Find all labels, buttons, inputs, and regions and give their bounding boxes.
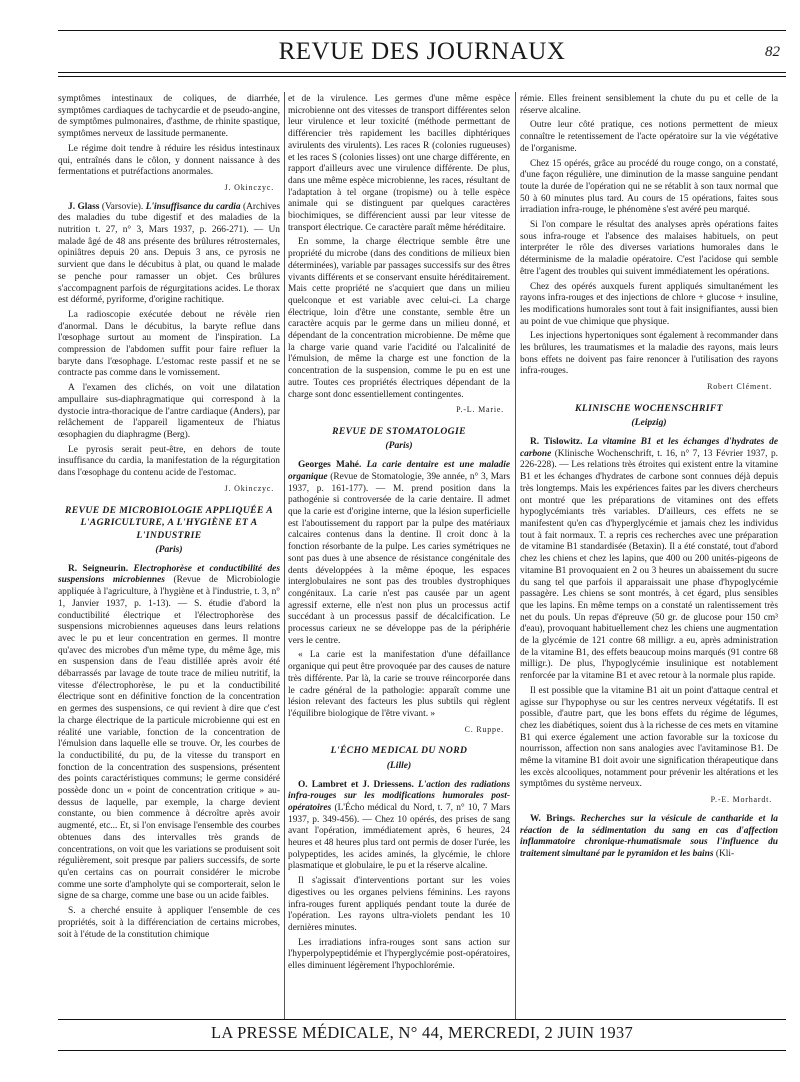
journal-section-title: REVUE DES JOURNAUX [278, 38, 566, 65]
paragraph: Chez 15 opérés, grâce au procédé du rouge congo, on a constaté, d'une façon régulière, une diminution de la masse sanguine pendant toute la durée de l'opération qui ne se rétablit à son taux normal que 50 à 60 minutes plus tard. Au cours de 15 opérations, faites sous irradiation infra-rouge, le phénomène s'est avéré peu marqué. [520, 158, 778, 216]
article-mahe [288, 460, 510, 647]
page-number: 82 [765, 44, 780, 60]
article-signature: C. Ruppe. [464, 724, 504, 734]
paragraph: S. a cherché ensuite à appliquer l'ensemble de ces propriétés, soit à la différenciation de certains microbes, soit à l'étude de la constitution chimique [58, 906, 280, 940]
footer-bottom-rule [58, 1050, 786, 1051]
header-top-rule [58, 30, 786, 31]
article-place: (Varsovie). [99, 201, 146, 212]
column-1 [58, 94, 280, 1020]
section-heading-echo-medical: L'ÉCHO MEDICAL DU NORD [330, 745, 468, 757]
article-signature: Robert Clément. [707, 382, 772, 392]
article-text: (Archives des maladies du tube digestif et des maladies de la nutrition t. 27, n° 3, Mars 1937, p. 266-271). — Un malade âgé de 48 ans présente des brûlures rétrosternales, opiniâtres depuis 20 ans. Depuis 3 ans, ce pyrosis ne survient que dans le décubitus à plat, ou quand le malade se penche pour ramasser un objet. Ces brûlures s'accompagnent parfois de régurgitations acides. Le thorax est déformé, pyriforme, d'origine rachitique. [58, 201, 280, 306]
section-city: (Lille) [386, 759, 412, 771]
paragraph: Les injections hypertoniques sont également à recommander dans les brûlures, les traumatismes et la maladie des rayons, mais leurs bons effets ne doivent pas faire renoncer à l'utilisation des rayons infra-rouges. [520, 331, 778, 377]
column-divider-1 [284, 92, 285, 1020]
article-title: La carie dentaire est une maladie organique [288, 460, 510, 482]
article-author: R. Tislowitz. [530, 437, 583, 448]
article-title: Electrophorèse et conductibilité des suspensions microbiennes [58, 563, 280, 586]
section-city: (Leipzig) [631, 417, 667, 429]
article-text: (Revue de Stomatologie, 39e année, n° 3, Mars 1937, p. 161-177). — M. prend position dans la pathogénie si controversée de la carie dentaire. Il admet que la carie est d'origine interne, que la lésion superficielle est l'aboutissement du rapport par la pulpe des matériaux calcaires contenus dans la dentine. Il croit donc à la fonction résorbante de la pulpe. Les caries symétriques ne sont pas dues à une absence de résistance congénitale des dents développées à la même époque, les espaces interglobulaires ne sont pas des troubles dystrophiques congénitaux. La carie n'est pas causée par un agent agressif externe, elle n'est non plus un processus actif succédant à un processus passif de décalcification. Le processus carieux ne se développe pas de la périphérie vers le centre. [288, 471, 510, 646]
section-heading-stomatologie: REVUE DE STOMATOLOGIE [332, 425, 466, 437]
page-footer: LA PRESSE MÉDICALE, N° 44, MERCREDI, 2 JUIN 1937 [210, 1023, 634, 1042]
paragraph: Le régime doit tendre à réduire les résidus intestinaux qui, entraînés dans le côlon, y donnent naissance à des fermentations et putréfactions anormales. [58, 143, 280, 178]
article-title: L'insuffisance du cardia [145, 201, 241, 212]
column-2 [288, 94, 510, 1020]
article-glass [58, 202, 280, 307]
article-brings [520, 814, 778, 861]
article-tislowitz [520, 437, 778, 683]
article-signature: J. Okinczyc. [224, 483, 274, 493]
article-author: J. Glass [68, 201, 100, 212]
article-text: (Revue de Microbiologie appliquée à l'agriculture, à l'hygiène et à l'industrie, t. 3, n° 1, Janvier 1937, p. 1-13). — S. étudie d'abord la conductibilité électrique et l'électrophorèse des suspensions microbiennes aqueuses dans leurs relations avec le pu et leur concentration en germes. Il montre qu'avec des microbes d'un même type, du même âge, mis en suspension dans de l'eau distillée après avoir été débarrassés par lavage de toute trace de milieu nutritif, la vitesse d'électrophorèse, le pu et la conductibilité électrique sont en définitive fonction de la concentration en germes des suspensions, ce qui revient à dire que c'est la charge électrique de la particule microbienne qui est en réalité une variable, fonction de la concentration de l'émulsion dans laquelle elle se trouve. Or, les courbes de la conductibilité, du pu, de la vitesse du transport en fonction de la concentration des suspensions, présentent des points caractéristiques communs; le germe considéré possède donc un « point de concentration critique » au-dessus de laquelle, par exemple, la charge devient constante, ou bien commence à décroître après avoir augmenté, etc... Et, si l'on envisage l'ensemble des courbes obtenues dans des intervalles très grands de concentrations, on voit que les variations se produisent soit régulièrement, soit presque par paliers successifs, de sorte qu'en certains cas on pourrait considérer le microbe comme une sorte d'ampholyte qui se comporterait, selon le signe de sa charge, comme une base ou un acide faibles. [58, 575, 280, 902]
page-header [58, 36, 786, 70]
paragraph: La radioscopie exécutée debout ne révèle rien d'anormal. Dans le décubitus, la baryte reflue dans l'œsophage surtout au moment de l'inspiration. La compression de l'abdomen suffit pour faire refluer la baryte dans l'œsophage. L'estomac reste passif et ne se contracte pas comme dans le vomissement. [58, 309, 280, 379]
article-text: (Klinische Wochenschrift, t. 16, n° 7, 13 Février 1937, p. 226-228). — Les relations très étroites qui existent entre la vitamine B1 et les échanges d'hydrates de carbone sont connues déjà depuis très longtemps. Mais les expériences faites par les divers chercheurs ont montré que les préparations de vitamines ont des effets hypoglycémiants très variables. D'ailleurs, ces effets ne se manifestent qu'en cas d'hyperglycémie et jamais chez les individus tout à fait normaux. T. a repris ces recherches avec une préparation de vitamine B1 standardisée (Betaxin). Il a été constaté, tout d'abord chez les chiens et chez les lapins, que 400 ou 200 unités-pigeons de vitamine B1 provoquaient en 2 ou 3 heures un abaissement du sucre du sang tel que parfois il apparaissait une phase d'hypoglycémie passagère. Les chiens se sont montrés, à cet égard, plus sensibles que les lapins. En même temps on a constaté un ralentissement très net du pouls. Un repas d'épreuve (50 gr. de glucose pour 150 cm³ d'eau), provoquant habituellement chez les chiens une augmentation de la glycémie de 121 contre 68 milligr. a eu, après administration de la vitamine B1, des effets beaucoup moins marqués (91 contre 68 milligr.). De plus, l'hypoglycémie insulinique est notablement renforcée par la vitamine B1 et avec retour à la normale plus rapide. [520, 448, 778, 682]
article-signature: P.-E. Morhardt. [710, 795, 772, 805]
article-author: R. Seigneurin. [68, 563, 129, 574]
section-city: (Paris) [155, 544, 183, 555]
column-divider-2 [515, 92, 516, 1020]
column-3 [520, 94, 778, 1020]
section-heading-microbiologie: REVUE DE MICROBIOLOGIE APPLIQUÉE A L'AGRICULTURE, A L'HYGIÈNE ET A L'INDUSTRIE [65, 504, 273, 541]
paragraph: Chez des opérés auxquels furent appliqués simultanément les rayons infra-rouges et des injections de chlore + glucose + insuline, les modifications humorales sont tout à fait insignifiantes, aussi bien au point de vue chimique que physique. [520, 281, 778, 327]
article-title: L'action des radiations infra-rouges sur les modifications humorales post-opératoires [288, 779, 510, 813]
article-title: La vitamine B1 et les échanges d'hydrates de carbone [520, 437, 778, 459]
section-heading-klinische: KLINISCHE WOCHENSCHRIFT [575, 402, 723, 414]
footer-top-rule [58, 1019, 786, 1020]
article-author: O. Lambret et J. Driessens. [298, 779, 414, 790]
paragraph: En somme, la charge électrique semble être une propriété du microbe (dans des conditions de milieux bien déterminées), variable par passages successifs sur des êtres vivants différents et se conservant ensuite héréditairement. Mais cette propriété ne s'acquiert que dans un milieu quelconque et est variable avec celui-ci. La charge électrique, loin d'être une constante, semble être un caractère acquis par le germe dans un milieu donné, et dépendant de la concentration microbienne. De même que la charge varie quand varie l'acidité ou l'alcalinité de l'émulsion, de même la charge est une fonction de la concentration de la suspension, comme le pu en est une autre. Toutes ces propriétés électriques dépendant de la charge sont donc essentiellement contingentes. [288, 237, 510, 400]
paragraph: symptômes intestinaux de coliques, de diarrhée, symptômes cardiaques de tachycardie et de pseudo-angine, de symptômes pulmonaires, d'asthme, de rhinite spastique, symptômes nerveux de lassitude permanente. [58, 94, 280, 140]
header-bottom-rule-thin [58, 76, 786, 77]
paragraph: Outre leur côté pratique, ces notions permettent de mieux connaître le retentissement de l'acte opératoire sur la vie végétative de l'organisme. [520, 120, 778, 154]
article-seigneurin [58, 564, 280, 903]
article-text: (Kli- [713, 848, 735, 859]
article-title: Recherches sur la vésicule de cantharide et la réaction de la sédimentation du sang en cas d'affection inflammatoire chronique-rhumatismale sous l'influence du traitement simultané par le pyramidon et les bains [520, 813, 778, 859]
paragraph: Il s'agissait d'interventions portant sur les voies digestives ou les organes pelviens féminins. Les rayons infra-rouges furent appliqués pendant toute la durée de l'opération. Les rayons ultra-violets pendant les 10 dernières minutes. [288, 876, 510, 933]
paragraph: et de la virulence. Les germes d'une même espèce microbienne ont des vitesses de transport différentes selon leur virulence et leur toxicité (méthode permettant de différencier très rapidement les bacilles diphtériques avirulents des virulents). Les races R (colonies rugueuses) et les races S (colonies lisses) ont une charge différente, en rapport d'ailleurs avec une virulence différente. De plus, dans une même espèce microbienne, les races, résultant de l'adaptation à tel organe (tropisme) ou à telle espèce animale qui se distinguent par quelques caractères biochimiques, se différencient aussi par leur vitesse de transport électrique. Ce caractère paraît même héréditaire. [288, 94, 510, 233]
paragraph: Il est possible que la vitamine B1 ait un point d'attaque central et agisse sur l'hypophyse ou sur les centres nerveux végétatifs. Il est possible, d'autre part, que les bons effets du régime de légumes, chez les diabétiques, soient dus à la richesse de ces mets en vitamine B1 qui exerce également une action favorable sur la toxicose du nourrisson, affection non sans analogies avec l'avitaminose B1. De même la vitamine B1 doit avoir une signification thérapeutique dans les excès alcooliques, notamment pour prévenir les altérations et les symptômes du système nerveux. [520, 685, 778, 790]
section-city: (Paris) [385, 440, 413, 452]
header-bottom-rule [58, 72, 786, 73]
paragraph: Si l'on compare le résultat des analyses après opérations faites sous infra-rouge et l'absence des malaises habituels, on peut interpréter le rôle des diverses variations humorales dans le déterminisme de la maladie opératoire. C'est l'acidose qui semble être l'agent des troubles qui suivent immédiatement les opérations. [520, 220, 778, 277]
paragraph: Les irradiations infra-rouges sont sans action sur l'hyperpolypeptidémie et l'hyperglycémie post-opératoires, elles diminuent légèrement l'hypochlorémie. [288, 937, 510, 972]
article-signature: P.-L. Marie. [456, 405, 504, 415]
paragraph: A l'examen des clichés, on voit une dilatation ampullaire sus-diaphragmatique qui correspond à la dystocie intra-thoracique de l'antre cardiaque (Anders), par relâchement de l'appareil ligamenteux de l'hiatus œsophagien du diaphragme (Berg). [58, 383, 280, 440]
paragraph: rémie. Elles freinent sensiblement la chute du pu et celle de la réserve alcaline. [520, 94, 778, 116]
article-signature: J. Okinczyc. [224, 182, 274, 192]
paragraph: Le pyrosis serait peut-être, en dehors de toute insuffisance du cardia, la manifestation de la régurgitation dans l'œsophage du contenu acide de l'estomac. [58, 444, 280, 479]
paragraph: « La carie est la manifestation d'une défaillance organique qui peut être provoquée par des causes de nature très différente. Par là, la carie se trouve réincorporée dans le cadre général de la pathologie: apparaît comme une lésion relevant des facteurs les plus subtils qui règlent l'équilibre biologique de l'être vivant. » [288, 650, 510, 719]
article-author: W. Brings. [530, 813, 576, 824]
article-author: Georges Mahé. [298, 460, 362, 471]
article-text: (L'Écho médical du Nord, t. 7, n° 10, 7 Mars 1937, p. 349-456). — Chez 10 opérés, des prises de sang avant l'opération, immédiatement après, 6 heures, 24 heures et 48 heures plus tard ont permis de doser l'urée, les polypeptides, les acides aminés, la glycémie, le chlore plasmatique et globulaire, le pu et la réserve alcaline. [288, 802, 510, 872]
article-lambret [288, 780, 510, 874]
